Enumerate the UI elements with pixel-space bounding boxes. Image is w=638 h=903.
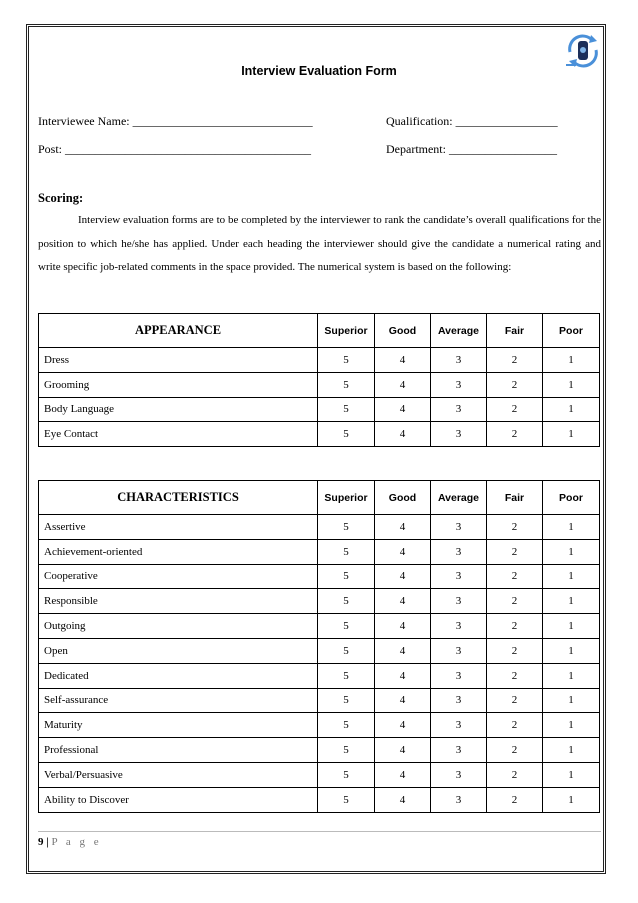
rating-row	[39, 539, 600, 564]
score-fair[interactable]: 2	[487, 688, 543, 713]
score-superior[interactable]: 5	[318, 614, 375, 639]
score-average[interactable]: 3	[431, 515, 487, 540]
score-fair[interactable]: 2	[487, 348, 543, 373]
score-fair[interactable]: 2	[487, 738, 543, 763]
score-fair[interactable]: 2	[487, 787, 543, 812]
score-superior[interactable]: 5	[318, 372, 375, 397]
characteristics-table	[38, 480, 600, 813]
col-poor: Poor	[543, 481, 600, 515]
score-good[interactable]: 4	[375, 738, 431, 763]
interviewee-name-field[interactable]: Interviewee Name: ______________________________	[38, 114, 313, 128]
score-superior[interactable]: 5	[318, 688, 375, 713]
score-average[interactable]: 3	[431, 397, 487, 422]
score-superior[interactable]: 5	[318, 787, 375, 812]
score-poor[interactable]: 1	[543, 688, 600, 713]
score-good[interactable]: 4	[375, 348, 431, 373]
criterion-label: Dedicated	[39, 663, 318, 688]
criterion-label: Assertive	[39, 515, 318, 540]
col-good: Good	[375, 314, 431, 348]
score-fair[interactable]: 2	[487, 638, 543, 663]
criterion-label: Outgoing	[39, 614, 318, 639]
score-poor[interactable]: 1	[543, 589, 600, 614]
score-good[interactable]: 4	[375, 713, 431, 738]
score-poor[interactable]: 1	[543, 614, 600, 639]
score-superior[interactable]: 5	[318, 348, 375, 373]
score-poor[interactable]: 1	[543, 515, 600, 540]
qualification-field[interactable]: Qualification: _________________	[386, 114, 558, 128]
score-average[interactable]: 3	[431, 539, 487, 564]
appearance-heading: APPEARANCE	[39, 314, 318, 348]
rating-row	[39, 614, 600, 639]
rating-row	[39, 688, 600, 713]
score-superior[interactable]: 5	[318, 738, 375, 763]
page-number: 9	[38, 836, 44, 848]
criterion-label: Achievement-oriented	[39, 539, 318, 564]
score-superior[interactable]: 5	[318, 397, 375, 422]
score-poor[interactable]: 1	[543, 397, 600, 422]
page-label: P a g e	[51, 836, 102, 848]
score-good[interactable]: 4	[375, 787, 431, 812]
score-good[interactable]: 4	[375, 589, 431, 614]
score-poor[interactable]: 1	[543, 762, 600, 787]
rating-row	[39, 564, 600, 589]
criterion-label: Body Language	[39, 397, 318, 422]
score-average[interactable]: 3	[431, 564, 487, 589]
criterion-label: Cooperative	[39, 564, 318, 589]
score-poor[interactable]: 1	[543, 422, 600, 447]
rating-row	[39, 713, 600, 738]
criterion-label: Grooming	[39, 372, 318, 397]
score-fair[interactable]: 2	[487, 589, 543, 614]
score-average[interactable]: 3	[431, 372, 487, 397]
score-good[interactable]: 4	[375, 397, 431, 422]
rating-row	[39, 589, 600, 614]
criterion-label: Eye Contact	[39, 422, 318, 447]
characteristics-heading: CHARACTERISTICS	[39, 481, 318, 515]
score-superior[interactable]: 5	[318, 515, 375, 540]
score-average[interactable]: 3	[431, 422, 487, 447]
score-poor[interactable]: 1	[543, 539, 600, 564]
score-average[interactable]: 3	[431, 663, 487, 688]
criterion-label: Ability to Discover	[39, 787, 318, 812]
page-footer	[38, 836, 102, 848]
post-field[interactable]: Post: _________________________________________	[38, 142, 312, 156]
score-poor[interactable]: 1	[543, 638, 600, 663]
score-superior[interactable]: 5	[318, 663, 375, 688]
score-fair[interactable]: 2	[487, 762, 543, 787]
rating-row	[39, 422, 600, 447]
criterion-label: Self-assurance	[39, 688, 318, 713]
department-field[interactable]: Department: __________________	[386, 142, 557, 156]
col-fair: Fair	[487, 314, 543, 348]
rating-row	[39, 397, 600, 422]
score-fair[interactable]: 2	[487, 564, 543, 589]
criterion-label: Verbal/Persuasive	[39, 762, 318, 787]
criterion-label: Professional	[39, 738, 318, 763]
col-superior: Superior	[318, 314, 375, 348]
rating-row	[39, 762, 600, 787]
rating-row	[39, 738, 600, 763]
score-superior[interactable]: 5	[318, 638, 375, 663]
score-poor[interactable]: 1	[543, 372, 600, 397]
score-superior[interactable]: 5	[318, 762, 375, 787]
col-average: Average	[431, 481, 487, 515]
score-fair[interactable]: 2	[487, 614, 543, 639]
rating-row	[39, 663, 600, 688]
criterion-label: Dress	[39, 348, 318, 373]
score-fair[interactable]: 2	[487, 713, 543, 738]
col-good: Good	[375, 481, 431, 515]
score-average[interactable]: 3	[431, 713, 487, 738]
col-average: Average	[431, 314, 487, 348]
score-fair[interactable]: 2	[487, 539, 543, 564]
score-good[interactable]: 4	[375, 539, 431, 564]
score-average[interactable]: 3	[431, 589, 487, 614]
rating-row	[39, 787, 600, 812]
score-superior[interactable]: 5	[318, 422, 375, 447]
score-fair[interactable]: 2	[487, 397, 543, 422]
col-superior: Superior	[318, 481, 375, 515]
score-good[interactable]: 4	[375, 614, 431, 639]
score-superior[interactable]: 5	[318, 713, 375, 738]
score-superior[interactable]: 5	[318, 539, 375, 564]
score-average[interactable]: 3	[431, 348, 487, 373]
score-average[interactable]: 3	[431, 787, 487, 812]
score-poor[interactable]: 1	[543, 787, 600, 812]
score-fair[interactable]: 2	[487, 515, 543, 540]
score-poor[interactable]: 1	[543, 738, 600, 763]
score-good[interactable]: 4	[375, 688, 431, 713]
score-superior[interactable]: 5	[318, 589, 375, 614]
score-superior[interactable]: 5	[318, 564, 375, 589]
score-good[interactable]: 4	[375, 762, 431, 787]
score-good[interactable]: 4	[375, 564, 431, 589]
score-good[interactable]: 4	[375, 372, 431, 397]
criterion-label: Maturity	[39, 713, 318, 738]
score-good[interactable]: 4	[375, 515, 431, 540]
score-fair[interactable]: 2	[487, 372, 543, 397]
scoring-heading: Scoring:	[38, 191, 84, 205]
scoring-paragraph: Interview evaluation forms are to be completed by the interviewer to rank the candidate’s overall qualifications for the position to which he/she has applied. Under each heading the interviewer should give the candidate a numerical rating and write specific job-related comments in the space provided. The numerical system is based on the following:	[38, 214, 601, 273]
rating-row	[39, 638, 600, 663]
score-average[interactable]: 3	[431, 638, 487, 663]
score-good[interactable]: 4	[375, 663, 431, 688]
footer-separator: |	[46, 836, 49, 848]
score-average[interactable]: 3	[431, 738, 487, 763]
score-poor[interactable]: 1	[543, 713, 600, 738]
footer-divider	[38, 831, 601, 832]
score-good[interactable]: 4	[375, 422, 431, 447]
score-poor[interactable]: 1	[543, 663, 600, 688]
score-poor[interactable]: 1	[543, 348, 600, 373]
criterion-label: Responsible	[39, 589, 318, 614]
rating-row	[39, 348, 600, 373]
col-fair: Fair	[487, 481, 543, 515]
score-average[interactable]: 3	[431, 762, 487, 787]
score-average[interactable]: 3	[431, 614, 487, 639]
score-average[interactable]: 3	[431, 688, 487, 713]
appearance-table	[38, 313, 600, 447]
rating-row	[39, 515, 600, 540]
score-poor[interactable]: 1	[543, 564, 600, 589]
score-fair[interactable]: 2	[487, 663, 543, 688]
rating-row	[39, 372, 600, 397]
score-good[interactable]: 4	[375, 638, 431, 663]
form-title: Interview Evaluation Form	[241, 64, 397, 78]
score-fair[interactable]: 2	[487, 422, 543, 447]
criterion-label: Open	[39, 638, 318, 663]
col-poor: Poor	[543, 314, 600, 348]
